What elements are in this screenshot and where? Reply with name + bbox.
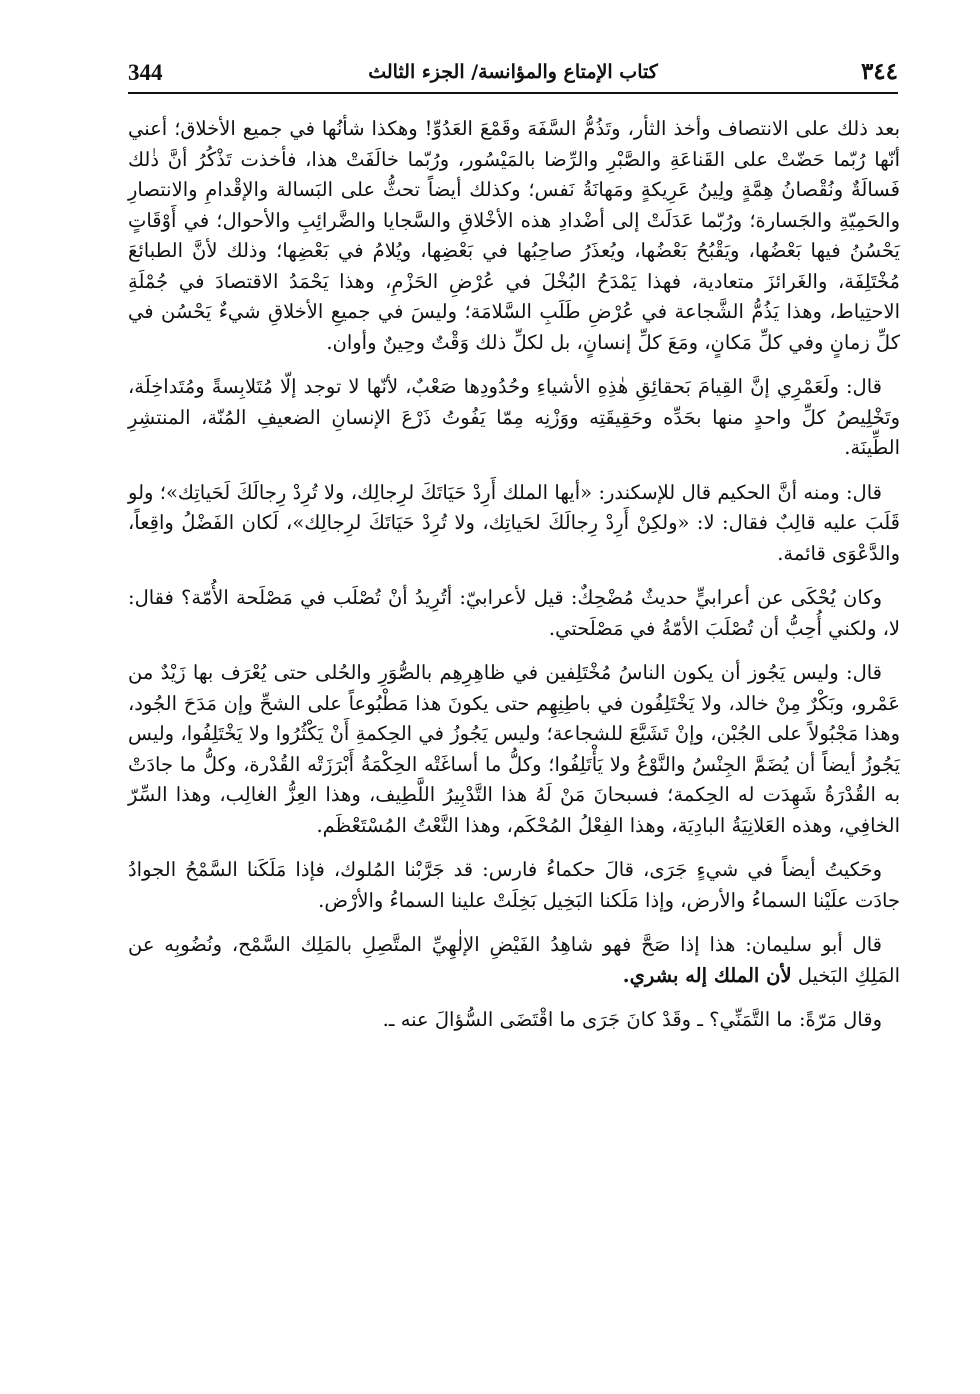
paragraph-7-text: قال أبو سليمان: هذا إذا صَحَّ فهو شاهِدُ الفَيْضِ الإلٰهِيِّ المتَّصِلِ بالمَلِك السَّمْح، ونُضُوبِه عن المَلِكِ البَخيل <box>128 933 900 987</box>
paragraph-7 <box>128 930 900 991</box>
page-number-latin: 344 <box>128 60 163 85</box>
paragraph-7-bold: لأن الملك إله بشري. <box>622 963 792 987</box>
paragraph-5: قال: وليس يَجُوز أن يكون الناسُ مُخْتَلِفين في ظاهِرِهِم بالصُّوَرِ والحُلى حتى يُعْرَف بها زَيْدٌ من عَمْرو، وبَكْرٌ مِنْ خالد، ولا يَخْتَلِفُون في باطِنِهِم حتى يكونَ هذا مَطْبُوعاً على الشحِّ وإن مَدَحَ الجُود، وهذا مَجْبُولاً على الجُبْن، وإنْ تَشَيَّعَ للشجاعة؛ وليس يَجُوزُ في الحِكمةِ أَنْ يَكْثُرُوا ولا يَخْتَلِفُوا، وليس يَجُوزُ أيضاً أن يُضَمَّ الجِنْسُ والنَّوْعُ ولا يَأْتَلِفُوا؛ وكلُّ ما أساغَتْه الحِكْمَةُ أَبْرَزَتْه القُدْرة، وكلُّ ما جادَتْ به القُدْرَةُ شَهِدَت له الحِكمة؛ فسبحانَ مَنْ لَهُ هذا التَّدْبِيرُ اللَّطِيف، وهذا العِزُّ الغالِب، وهذا السِّرّ الخافِي، وهذه العَلانِيَةُ البادِيَة، وهذا الفِعْلُ المُحْكَم، وهذا النَّعْتُ المُسْتَعْظَم. <box>128 661 900 837</box>
paragraph-1: بعد ذلك على الانتصاف وأخذ الثأر، وتَذُمُّ السَّفَهَ وقَمْعَ العَدُوِّ! وهكذا شأنُها في جميع الأخلاق؛ أعني أنّها رُبّما حَضّتْ على القَناعَةِ والصَّبْرِ والرِّضا بالمَيْسُور، ورُبّما خالَفَتْ هذا، فأخذت تَذْكُرُ أنَّ ذٰلك فَسالَةٌ ونُقْصانُ هِمَّةٍ ولِينُ عَرِيكةٍ ومَهانَةُ نَفس؛ وكذلك أيضاً تحثُّ على البَسالة والإقْدامِ والانتصارِ والحَمِيّةِ والجَسارة؛ ورُبّما عَدَلَتْ إلى أضْدادِ هذه الأخْلاقِ والسَّجايا والضَّرائِبِ والأحوال؛ في أَوْقَاتٍ يَحْسُنُ فيها بَعْضُها، ويَقْبُحُ بَعْضُها، ويُعذَرُ صاحِبُها في بَعْضِها، ويُلامُ في بَعْضِها؛ وذلك لأنَّ الطبائعَ مُخْتَلِفَة، والغَرائزَ متعادية، فهذا يَمْدَحُ البُخْلَ في عُرْضِ الحَزْمِ، وهذا يَحْمَدُ الاقتصادَ في جُمْلَةِ الاحتِياط، وهذا يَذُمُّ الشَّجاعة في عُرْضِ طَلَبِ السَّلامَة؛ وليسَ في جميعِ الأخلاقِ شيءٌ يَحْسُن في كلِّ زمانٍ وفي كلِّ مَكانٍ، ومَعَ كلِّ إنسانٍ، بل لكلِّ ذلك وَقْتٌ وحِينٌ وأوان. <box>128 117 900 354</box>
running-title: كتاب الإمتاع والمؤانسة/ الجزء الثالث <box>368 61 658 83</box>
page-number-arabic: ٣٤٤ <box>860 58 898 85</box>
paragraph-4: وكان يُحْكَى عن أعرابيٍّ حديثٌ مُضْحِكٌ: قيل لأعرابيّ: أتُرِيدُ أنْ تُصْلَب في مَصْلَحة الأُمّة؟ فقال: لا، ولكني أُحِبُّ أن تُصْلَبَ الأمّةُ في مَصْلَحتي. <box>128 586 900 640</box>
paragraph-3: قال: ومنه أنَّ الحكيم قال للإسكندر: «أيها الملك أَرِدْ حَيَاتَكَ لرِجالِك، ولا تُرِدْ رِجالَكَ لَحَياتِك»؛ ولو قَلَبَ عليه قالِبٌ فقال: لا: «ولكِنْ أَرِدْ رِجالَكَ لحَياتِك، ولا تُرِدْ حَيَاتَكَ لرِجالِك»، لَكان الفَضْلُ واقِعاً، والدَّعْوَى قائمة. <box>128 480 900 565</box>
header-rule <box>128 92 898 94</box>
paragraph-8: وقال مَرّةً: ما التَّمَنِّي؟ ـ وقَدْ كانَ جَرَى ما اقْتَضَى السُّؤالَ عنه ـ. <box>382 1008 882 1031</box>
paragraph-6: وحَكيتُ أيضاً في شيءٍ جَرَى، قالَ حكماءُ فارس: قد جَرَّبْنا المُلوك، فإذا مَلَكَنا السَّمْحُ الجوادُ جادَت علَيْنا السماءُ والأرض، وإذا مَلَكنا البَخِيل بَخِلَتْ علينا السماءُ والأرْض. <box>128 858 900 912</box>
page-header <box>128 58 898 88</box>
body-text <box>128 114 900 1050</box>
paragraph-2: قال: ولَعَمْرِي إنَّ القِيامَ بَحقائِقِ هٰذِهِ الأشياءِ وحُدُودِها صَعْبٌ، لأنّها لا توجد إلّا مُتَلابِسةً ومُتَداخِلَة، وتَخْلِيصُ كلِّ واحدٍ منها بحَدِّه وحَقِيقَتِه ووَزْنِه مِمّا يَفُوتُ ذَرْعَ الإنسانِ الضعيفِ المُنّة، المنتشِرِ الطِّينَة. <box>128 375 900 459</box>
